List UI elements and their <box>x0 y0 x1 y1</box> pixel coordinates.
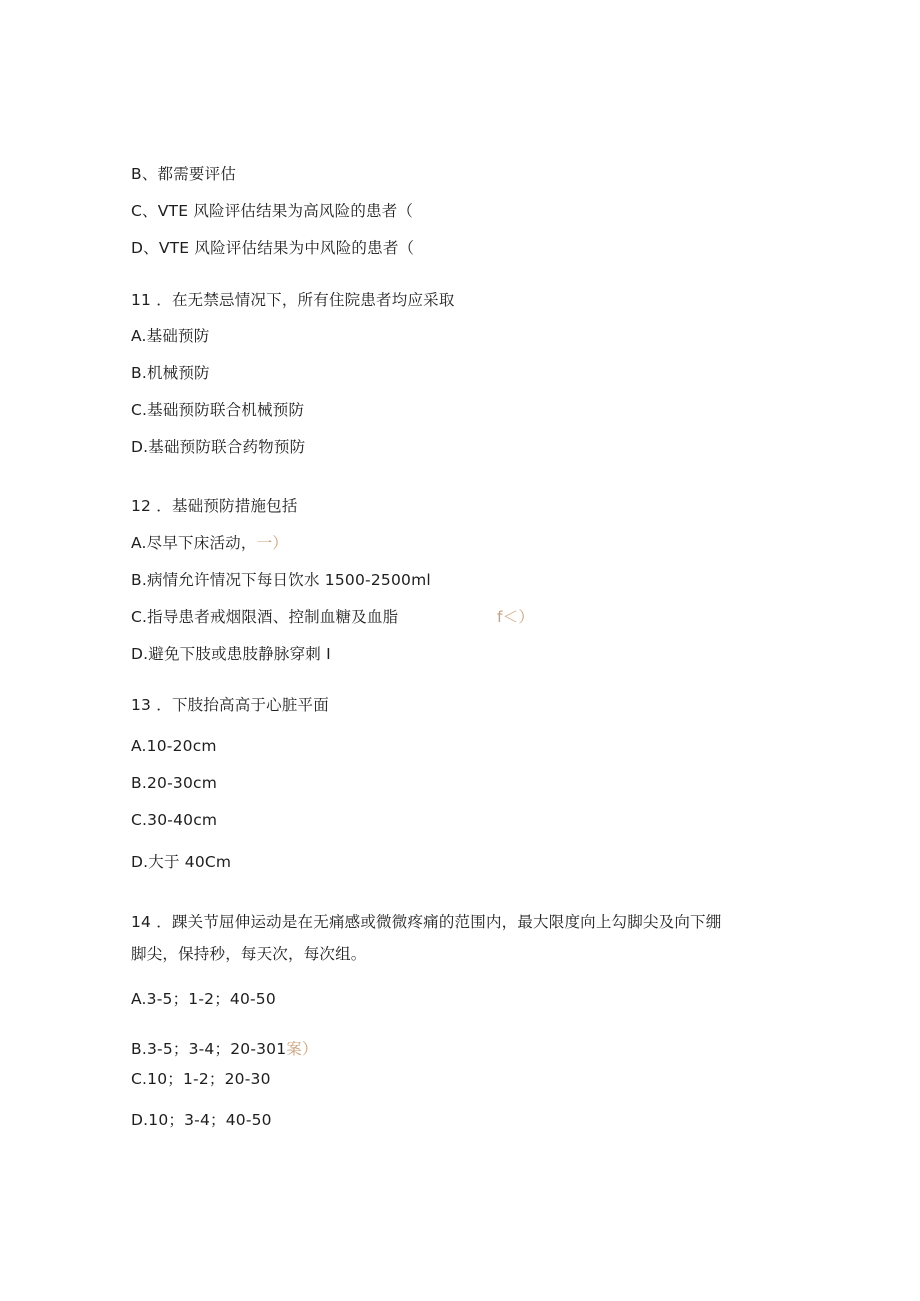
question-14-line-2: 脚尖，保持秒，每天次，每次组。 <box>131 945 367 963</box>
q12-option-a-text: A.尽早下床活动， <box>131 534 257 552</box>
question-11: 11 ．在无禁忌情况下，所有住院患者均应采取 <box>131 291 455 309</box>
question-14-line-1: 14 ．踝关节屈伸运动是在无痛感或微微疼痛的范围内，最大限度向上勾脚尖及向下绷 <box>131 913 722 931</box>
q13-option-d: D.大于 40Cm <box>131 853 232 871</box>
q11-option-d: D.基础预防联合药物预防 <box>131 438 306 456</box>
q14-option-b-text: B.3-5；3-4；20-301 <box>131 1040 287 1058</box>
q13-option-b: B.20-30cm <box>131 774 218 792</box>
option-d-prev: D、VTE 风险评估结果为中风险的患者（ <box>131 239 415 257</box>
handwritten-annotation: 一） <box>256 534 288 552</box>
q13-option-a: A.10-20cm <box>131 737 217 755</box>
handwritten-annotation-3: 案） <box>286 1040 318 1058</box>
q11-option-b: B.机械预防 <box>131 364 210 382</box>
q11-option-a: A.基础预防 <box>131 327 210 345</box>
q11-option-c: C.基础预防联合机械预防 <box>131 401 305 419</box>
q14-option-a: A.3-5；1-2；40-50 <box>131 990 276 1008</box>
question-13: 13 ．下肢抬高高于心脏平面 <box>131 696 329 714</box>
q14-option-d: D.10；3-4；40-50 <box>131 1111 272 1129</box>
q12-option-c: C.指导患者戒烟限酒、控制血糖及血脂 <box>131 608 399 626</box>
option-c-prev: C、VTE 风险评估结果为高风险的患者（ <box>131 202 414 220</box>
q12-option-d: D.避免下肢或患肢静脉穿刺 I <box>131 645 331 663</box>
q14-option-c: C.10；1-2；20-30 <box>131 1070 271 1088</box>
question-12: 12 ．基础预防措施包括 <box>131 497 298 515</box>
q12-option-b: B.病情允许情况下每日饮水 1500-2500ml <box>131 571 431 589</box>
option-b-prev: B、都需要评估 <box>131 165 237 183</box>
q14-option-b <box>131 1039 318 1059</box>
q13-option-c: C.30-40cm <box>131 811 218 829</box>
handwritten-annotation-2: f＜） <box>497 608 535 626</box>
q12-option-a <box>131 533 288 553</box>
